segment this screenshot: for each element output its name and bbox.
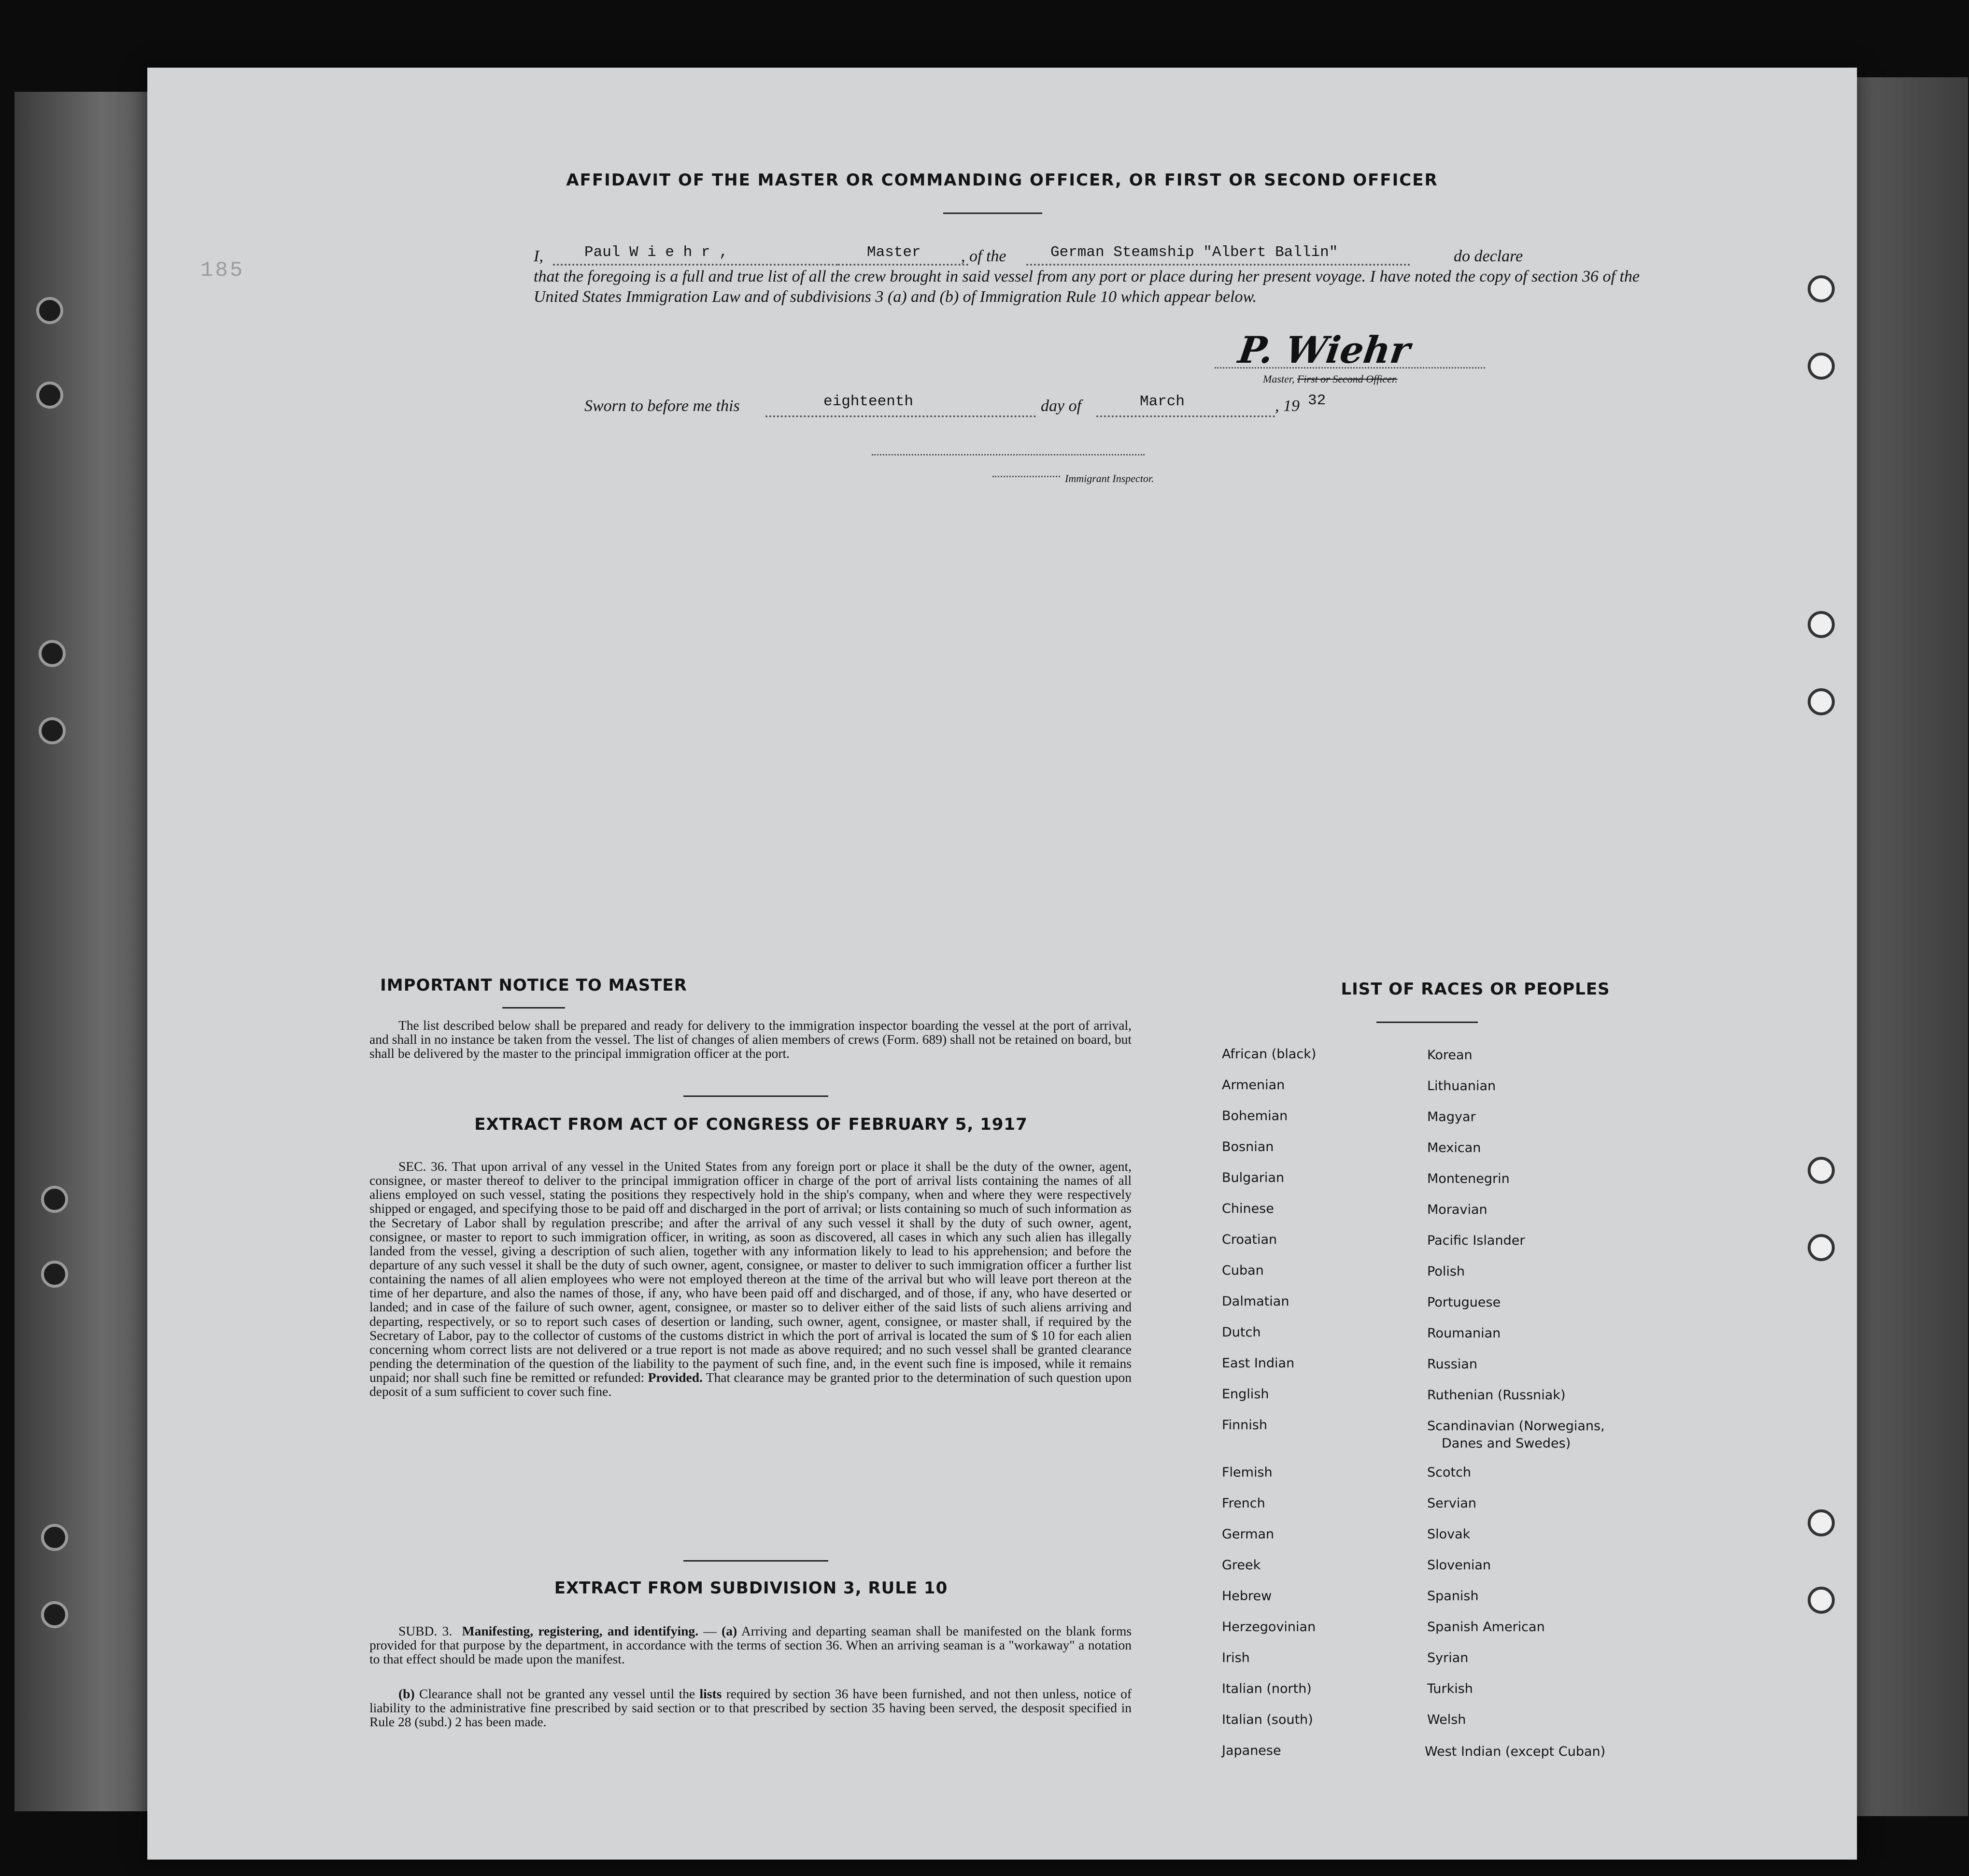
- race-item: Scandinavian (Norwegians,: [1427, 1419, 1605, 1434]
- of-the-label: , of the: [961, 247, 1006, 265]
- signature-caption: Master, First or Second Officer.: [1263, 373, 1398, 385]
- title-underline: [943, 213, 1042, 214]
- race-item: Armenian: [1222, 1078, 1285, 1093]
- binder-hole: [36, 297, 63, 324]
- section-divider: [683, 1560, 828, 1562]
- race-item: Chinese: [1222, 1201, 1274, 1216]
- races-title: LIST OF RACES OR PEOPLES: [1341, 980, 1610, 999]
- race-item: Magyar: [1427, 1109, 1476, 1124]
- binder-hole: [39, 717, 66, 744]
- month-line: [1096, 415, 1275, 417]
- race-item: Turkish: [1427, 1681, 1473, 1696]
- race-item: Slovak: [1427, 1527, 1471, 1542]
- race-item: French: [1222, 1496, 1265, 1511]
- sworn-prefix: Sworn to before me this: [584, 397, 740, 415]
- master-rank: Master: [867, 244, 921, 261]
- master-name: Paul W i e h r ,: [584, 244, 728, 261]
- race-item: Finnish: [1222, 1418, 1267, 1433]
- manifest-page: [147, 68, 1857, 1860]
- underlying-page-right: [1850, 77, 1968, 1816]
- race-item: Bohemian: [1222, 1109, 1288, 1123]
- race-item: Bulgarian: [1222, 1170, 1285, 1185]
- master-signature: P. Wiehr: [1235, 328, 1413, 371]
- race-item: Herzegovinian: [1222, 1620, 1316, 1634]
- race-item: Croatian: [1222, 1232, 1277, 1247]
- sworn-line: [584, 392, 1502, 421]
- day-line: [765, 415, 1036, 417]
- vessel-line: [1026, 264, 1410, 266]
- race-item: Montenegrin: [1427, 1171, 1510, 1186]
- sworn-day: eighteenth: [823, 393, 914, 410]
- race-item: Pacific Islander: [1427, 1233, 1525, 1248]
- race-item: Scotch: [1427, 1465, 1472, 1480]
- act-text: SEC. 36. That upon arrival of any vessel in the United States from any foreign port or place it shall be the duty of the owner, agent, consignee, or master thereof to deliver to the principal immigration officer in charge of the port of arrival lists containing the names of all aliens employed on such vessel, stating the positions they respectively hold in the ship's company, when and where they were respectively shipped or engaged, and specifying those to be paid off and discharged in the port of arrival; or lists containing so much of such information as the Secretary of Labor shall by regulation prescribe; and after the arrival of any such vessel it shall by the duty of such owner, agent, consignee, or master to report to such immigration officer, in writing, as soon as discovered, all cases in which any such alien has illegally landed from the vessel, giving a description of such alien, together with any information likely to lead to his apprehension; and before the departure of any such vessel it shall be the duty of such owner, agent, consignee, or master to deliver to such immigration officer a further list containing the names of all alien employees who were not employed thereon at the time of the arrival but who will leave port thereon at the time of her departure, and also the names of those, if any, who have been paid off and discharged, and of those, if any, who have deserted or landed; and in case of the failure of such owner, agent, consignee, or master so to deliver either of the said lists of such aliens arriving and departing, respectively, or so to report such cases of desertion or landing, such owner, agent, consignee, or master shall, if required by the Secretary of Labor, pay to the collector of customs of the customs district in which the port of arrival is located the sum of $ 10 for each alien concerning whom correct lists are not delivered or a true report is not made as above required; and no such vessel shall be granted clearance pending the determination of the question of the liability to the payment of such fine, and, in the event such fine is imposed, while it remains unpaid; nor shall such fine be remitted or refunded: Provided. That clearance may be granted prior to the determination of such question upon deposit of a sum sufficient to cover such fine.: [369, 1159, 1132, 1399]
- race-item: Cuban: [1222, 1263, 1264, 1278]
- race-item: West Indian (except Cuban): [1425, 1744, 1606, 1759]
- year-suffix: 32: [1308, 392, 1326, 409]
- races-underline: [1376, 1022, 1478, 1023]
- race-item: Portuguese: [1427, 1295, 1501, 1310]
- binder-hole: [1808, 1157, 1835, 1184]
- race-item: Servian: [1427, 1496, 1476, 1511]
- name-line: [553, 264, 838, 266]
- race-item: Spanish: [1427, 1589, 1479, 1604]
- inspector-line: [872, 454, 1145, 455]
- left-margin-stamp: 185: [200, 258, 245, 283]
- race-item: Lithuanian: [1427, 1079, 1496, 1094]
- underlying-page-left: [14, 92, 159, 1811]
- prefix-i: I,: [534, 247, 543, 265]
- race-item: English: [1222, 1387, 1269, 1402]
- binder-hole: [1808, 275, 1835, 302]
- race-item: African (black): [1222, 1047, 1317, 1062]
- race-item: Greek: [1222, 1558, 1261, 1573]
- day-of-label: day of: [1041, 397, 1082, 415]
- race-item: Polish: [1427, 1264, 1465, 1279]
- binder-hole: [1808, 688, 1835, 715]
- binder-hole: [1808, 611, 1835, 638]
- race-item: Syrian: [1427, 1650, 1469, 1665]
- race-item: Spanish American: [1427, 1620, 1545, 1634]
- binder-hole: [36, 382, 63, 409]
- binder-hole: [1808, 353, 1835, 380]
- race-item: German: [1222, 1527, 1275, 1542]
- race-item: Italian (north): [1222, 1681, 1312, 1696]
- race-item: Irish: [1222, 1650, 1250, 1665]
- binder-hole: [1808, 1234, 1835, 1261]
- race-item: Slovenian: [1427, 1558, 1491, 1573]
- signature-line: [1215, 367, 1485, 369]
- binder-hole: [1808, 1509, 1835, 1536]
- rule10-subd-b: (b) Clearance shall not be granted any vessel until the lists required by section 36 have been furnished, and not then unless, notice of liability to the administrative fine prescribed by said section or to that prescribed by section 35 having been served, the desposit specified in Rule 28 (subd.) 2 has been made.: [369, 1686, 1132, 1730]
- race-item: Korean: [1427, 1048, 1473, 1063]
- race-item: Hebrew: [1222, 1589, 1272, 1604]
- sworn-month: March: [1140, 393, 1185, 410]
- race-item: Mexican: [1427, 1140, 1481, 1155]
- section-divider: [683, 1095, 828, 1097]
- race-item: Dalmatian: [1222, 1294, 1289, 1309]
- declare-label: do declare: [1454, 247, 1523, 265]
- race-item: Welsh: [1427, 1712, 1466, 1727]
- race-item: Ruthenian (Russniak): [1427, 1388, 1566, 1403]
- race-item: Japanese: [1222, 1743, 1281, 1758]
- race-item: Moravian: [1427, 1202, 1487, 1217]
- inspector-short-line: [992, 476, 1060, 477]
- race-item: Roumanian: [1427, 1326, 1501, 1341]
- affidavit-title: AFFIDAVIT OF THE MASTER OR COMMANDING OFFICER, OR FIRST OR SECOND OFFICER: [566, 171, 1438, 190]
- rank-line: [838, 264, 968, 266]
- affidavit-opening: [534, 246, 1640, 307]
- notice-underline: [502, 1007, 565, 1009]
- year-prefix: , 19: [1275, 397, 1300, 415]
- race-item: Danes and Swedes): [1442, 1436, 1571, 1451]
- act-title: EXTRACT FROM ACT OF CONGRESS OF FEBRUARY 5, 1917: [474, 1115, 1028, 1134]
- binder-hole: [1808, 1587, 1835, 1614]
- binder-hole: [41, 1186, 68, 1213]
- race-item: Bosnian: [1222, 1139, 1274, 1154]
- notice-text: The list described below shall be prepared and ready for delivery to the immigration inspector boarding the vessel at the port of arrival, and shall in no instance be taken from the vessel. The list of changes of alien members of crews (Form. 689) shall not be retained on board, but shall be delivered by the master to the principal immigration officer at the port.: [369, 1018, 1132, 1061]
- vessel-name: German Steamship "Albert Ballin": [1050, 244, 1338, 261]
- race-item: Dutch: [1222, 1325, 1261, 1340]
- notice-title: IMPORTANT NOTICE TO MASTER: [380, 976, 687, 995]
- race-item: East Indian: [1222, 1356, 1295, 1371]
- binder-hole: [41, 1524, 68, 1551]
- binder-hole: [39, 640, 66, 667]
- rule10-subd-a: SUBD. 3. Manifesting, registering, and identifying. — (a) Arriving and departing seaman shall be manifested on the blank forms provided for that purpose by the department, in accordance with the terms of section 36. When an arriving seaman is a "workaway" a notation to that effect should be made upon the manifest.: [369, 1623, 1132, 1667]
- binder-hole: [41, 1601, 68, 1628]
- rule10-title: EXTRACT FROM SUBDIVISION 3, RULE 10: [554, 1578, 948, 1598]
- declaration-text: that the foregoing is a full and true list of all the crew brought in said vessel from any port or place during her present voyage. I have noted the copy of section 36 of the United States Immigration Law and of subdivisions 3 (a) and (b) of Immigration Rule 10 which appear below.: [534, 268, 1640, 306]
- binder-hole: [41, 1261, 68, 1288]
- race-item: Russian: [1427, 1357, 1477, 1372]
- inspector-caption: Immigrant Inspector.: [1065, 472, 1154, 484]
- race-item: Italian (south): [1222, 1712, 1313, 1727]
- race-item: Flemish: [1222, 1465, 1273, 1480]
